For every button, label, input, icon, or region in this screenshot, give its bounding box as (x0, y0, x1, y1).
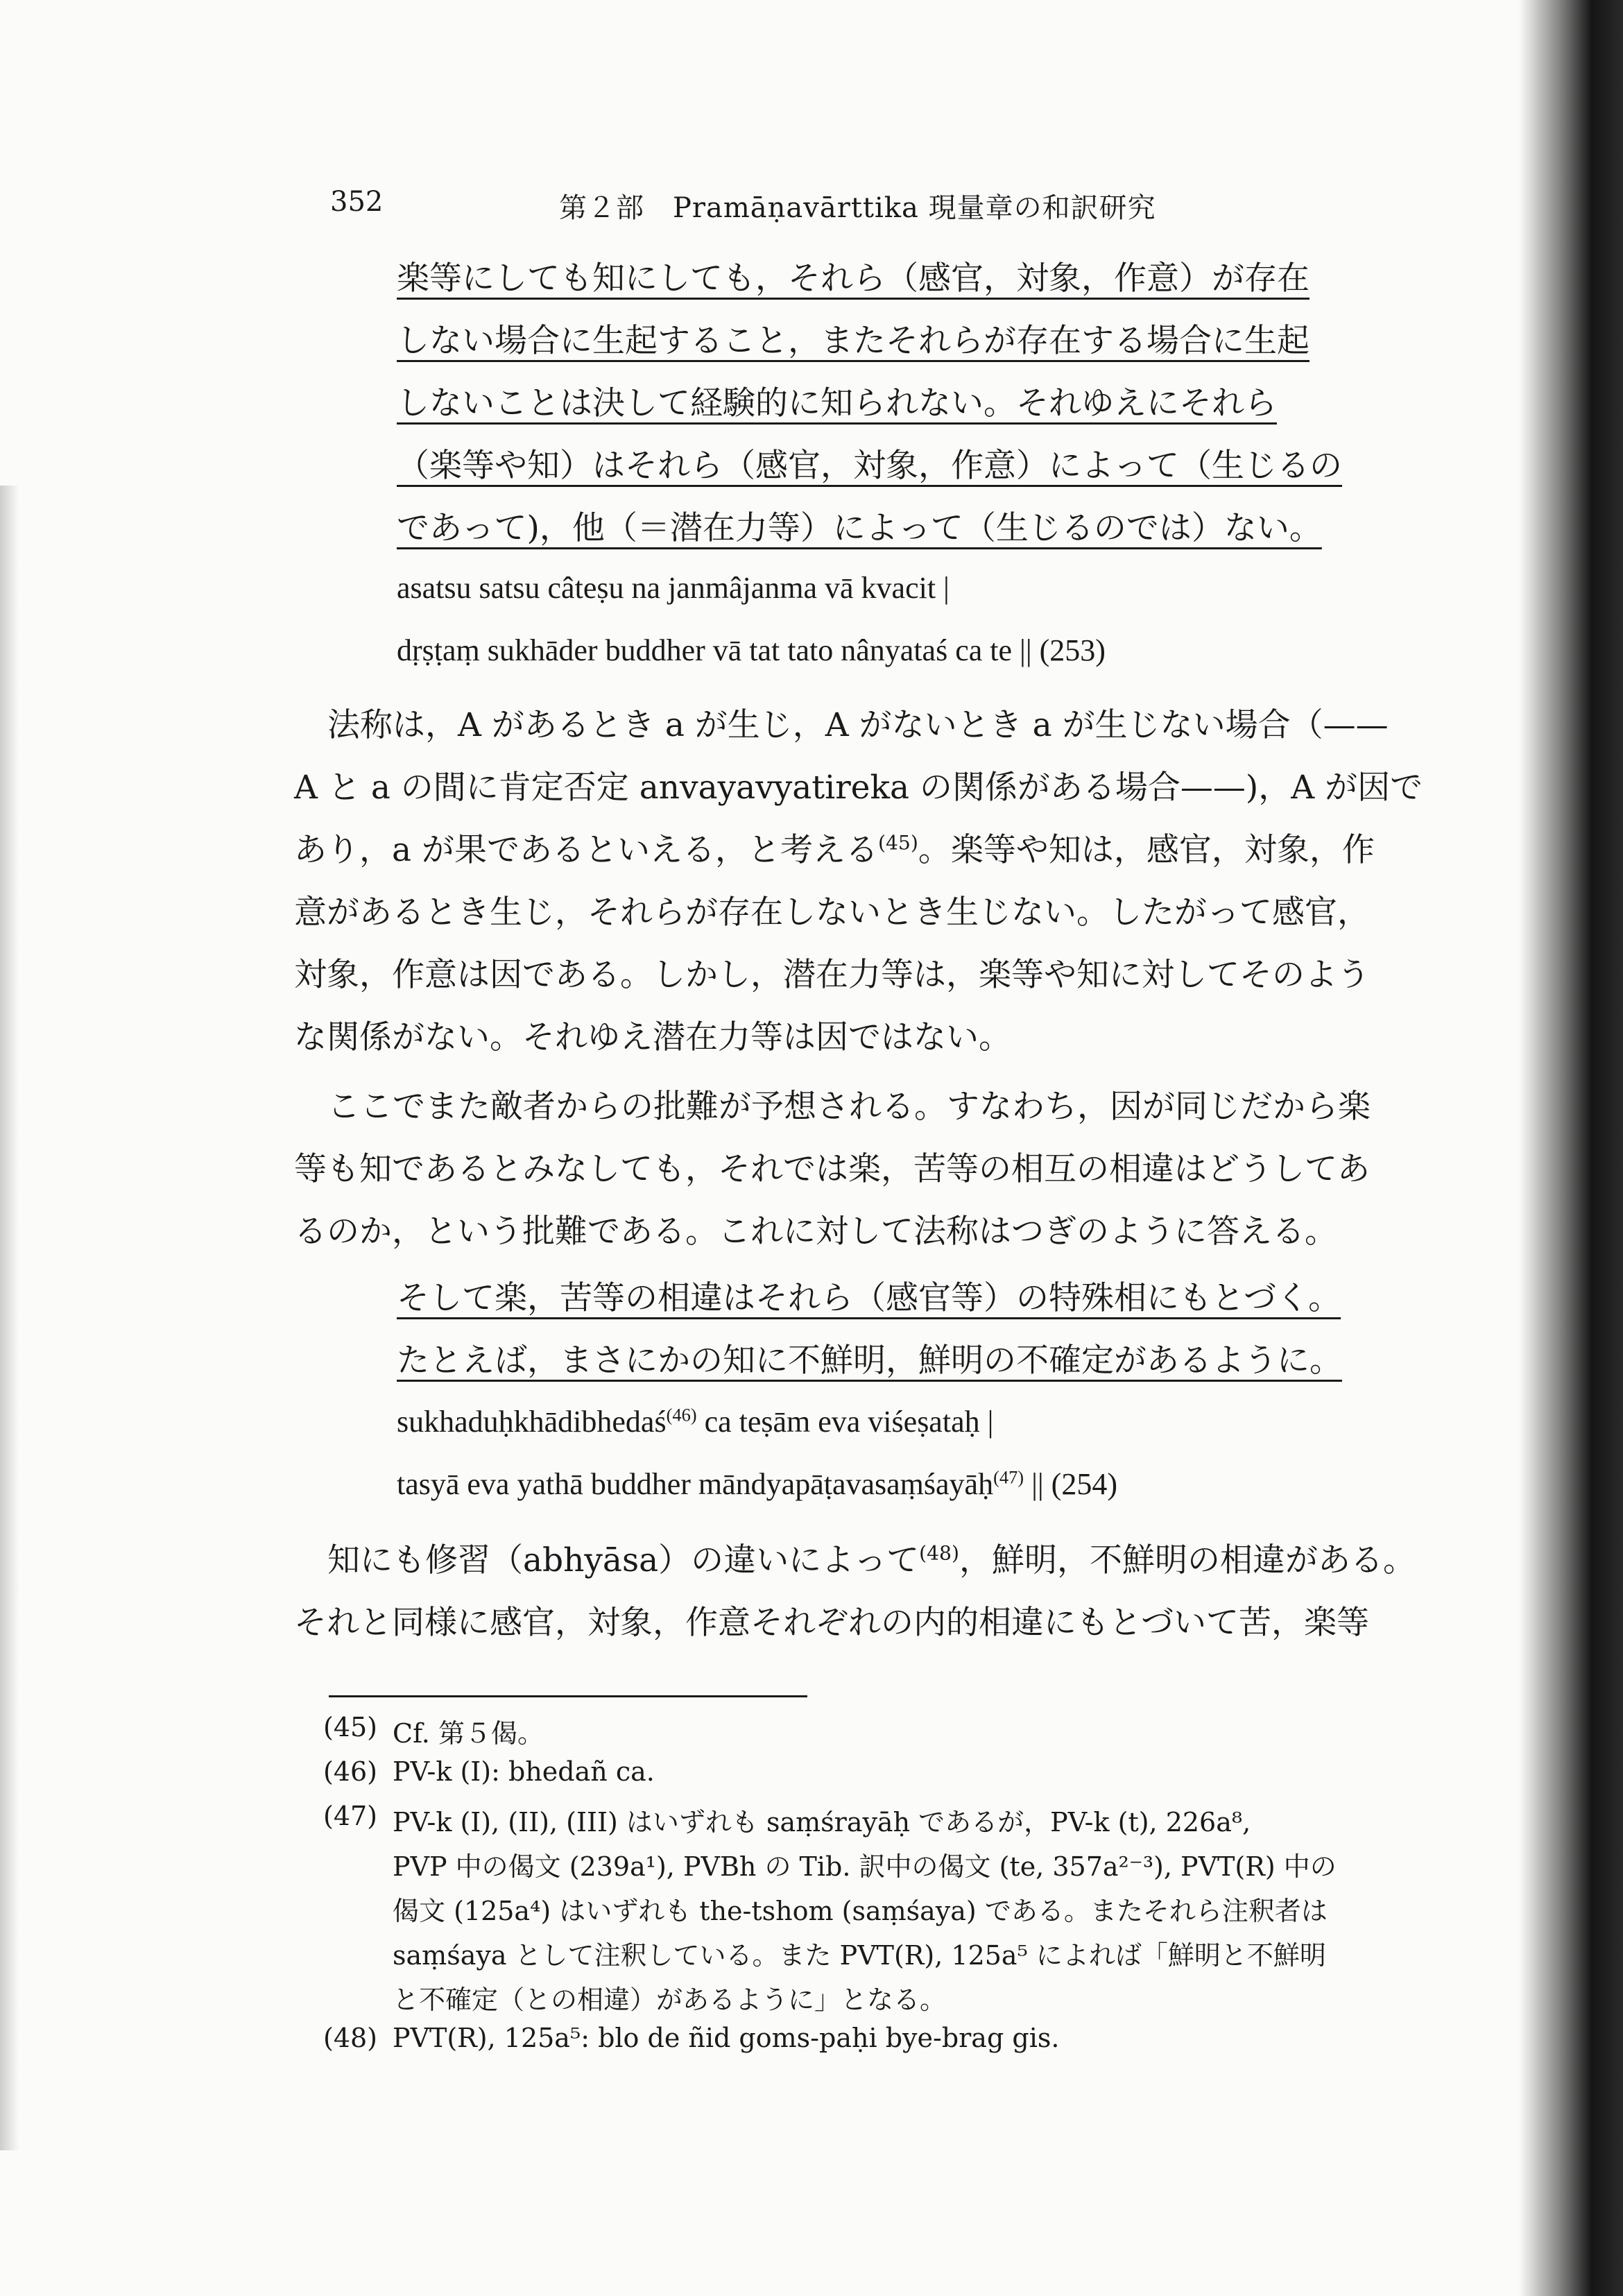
sanskrit-254-a-rest: ca teṣām eva viśeṣataḥ | (696, 1405, 994, 1439)
para-2-line-3: るのか，という批難である。これに対して法称はつぎのように答える。 (294, 1213, 1337, 1251)
para-1-line-5: 対象，作意は因である。しかし，潜在力等は，楽等や知に対してそのよう (294, 956, 1370, 994)
verse-253-line-1: 楽等にしても知にしても，それら（感官，対象，作意）が存在 (397, 259, 1309, 298)
para-3-text: 知にも修習（abhyāsa）の違いによって (327, 1541, 920, 1579)
footnote-ref-46: (46) (666, 1404, 697, 1425)
scan-gutter-shadow (0, 486, 19, 2150)
para-1-line-3 (294, 824, 1375, 871)
para-1-line-6: な関係がない。それゆえ潜在力等は因ではない。 (294, 1018, 1011, 1056)
scan-page-edge (1519, 0, 1623, 2296)
footnote-rule (329, 1695, 807, 1697)
running-head: 第２部 Pramāṇavārttika 現量章の和訳研究 (559, 192, 1156, 224)
sanskrit-253-line-1: asatsu satsu câteṣu na janmâjanma vā kvacit | (397, 571, 950, 605)
verse-254-line-2: たとえば，まさにかの知に不鮮明，鮮明の不確定があるように。 (397, 1342, 1342, 1380)
verse-253-line-2: しない場合に生起すること，またそれらが存在する場合に生起 (397, 322, 1309, 360)
footnote-label: (46) (323, 1756, 378, 1787)
sanskrit-254-b: tasyā eva yathā buddher māndyapāṭavasaṃśayāḥ (397, 1467, 994, 1501)
footnote-ref-47: (47) (993, 1466, 1024, 1488)
sanskrit-254-line-2 (397, 1466, 1117, 1502)
footnote-ref-45: (45) (877, 831, 918, 855)
para-1-line-3-text: あり，a が果であるといえる，と考える (294, 831, 878, 869)
sanskrit-254-line-1 (397, 1404, 993, 1439)
para-1-line-2: A と a の間に肯定否定 anvayavyatireka の関係がある場合——)，A が因で (294, 769, 1423, 807)
sanskrit-253-line-2: dṛṣṭaṃ sukhāder buddher vā tat tato nânyataś ca te || (253) (397, 633, 1106, 667)
para-2-line-1: ここでまた敵者からの批難が予想される。すなわち，因が同じだから楽 (327, 1088, 1371, 1126)
verse-253-line-5: であって)，他（＝潜在力等）によって（生じるのでは）ない。 (397, 509, 1322, 547)
para-3-line-1 (327, 1534, 1416, 1581)
footnote-47-line-4: saṃśaya として注釈している。また PVT(R), 125a⁵ によれば「鮮明と不鮮明 (393, 1940, 1326, 1971)
para-1-line-4: 意があるとき生じ，それらが存在しないとき生じない。したがって感官， (294, 893, 1370, 932)
verse-253-line-3: しないことは決して経験的に知られない。それゆえにそれら (397, 384, 1277, 422)
para-2-line-2: 等も知であるとみなしても，それでは楽，苦等の相互の相違はどうしてあ (294, 1150, 1370, 1188)
footnote-text: PV-k (I), (II), (III) はいずれも saṃśrayāḥ であるが，PV-k (t), 226a⁸, (393, 1807, 1251, 1837)
footnote-label: (48) (323, 2023, 378, 2053)
footnote-47-line-5: と不確定（との相違）があるように」となる。 (393, 1985, 947, 2015)
footnote-text: PVT(R), 125a⁵: blo de ñid goms-paḥi bye-brag gis. (393, 2023, 1060, 2053)
footnote-47-line-2: PVP 中の偈文 (239a¹), PVBh の Tib. 訳中の偈文 (te, 357a²⁻³), PVT(R) 中の (393, 1851, 1337, 1882)
footnote-label: (47) (323, 1801, 378, 1831)
footnote-47-line-3: 偈文 (125a⁴) はいずれも the-tshom (saṃśaya) である。またそれら注釈者は (393, 1896, 1328, 1926)
para-1-line-3-rest: 。楽等や知は，感官，対象，作 (918, 831, 1375, 869)
sanskrit-254-b-rest: || (254) (1024, 1467, 1117, 1501)
footnote-ref-48: (48) (919, 1541, 959, 1565)
para-1-line-1: 法称は，A があるとき a が生じ，A がないとき a が生じない場合（—— (327, 706, 1389, 744)
footnote-text: PV-k (I): bhedañ ca. (393, 1756, 655, 1787)
verse-253-line-4: （楽等や知）はそれら（感官，対象，作意）によって（生じるの (397, 447, 1342, 485)
footnote-text: Cf. 第５偈。 (393, 1718, 544, 1749)
para-3-line-2: それと同様に感官，対象，作意それぞれの内的相違にもとづいて苦，楽等 (294, 1604, 1370, 1642)
footnote-label: (45) (323, 1712, 378, 1742)
sanskrit-254-a: sukhaduḥkhādibhedaś (397, 1405, 667, 1439)
page-number: 352 (330, 186, 384, 218)
verse-254-line-1: そして楽，苦等の相違はそれら（感官等）の特殊相にもとづく。 (397, 1279, 1341, 1317)
para-3-rest: ，鮮明，不鮮明の相違がある。 (959, 1541, 1416, 1579)
